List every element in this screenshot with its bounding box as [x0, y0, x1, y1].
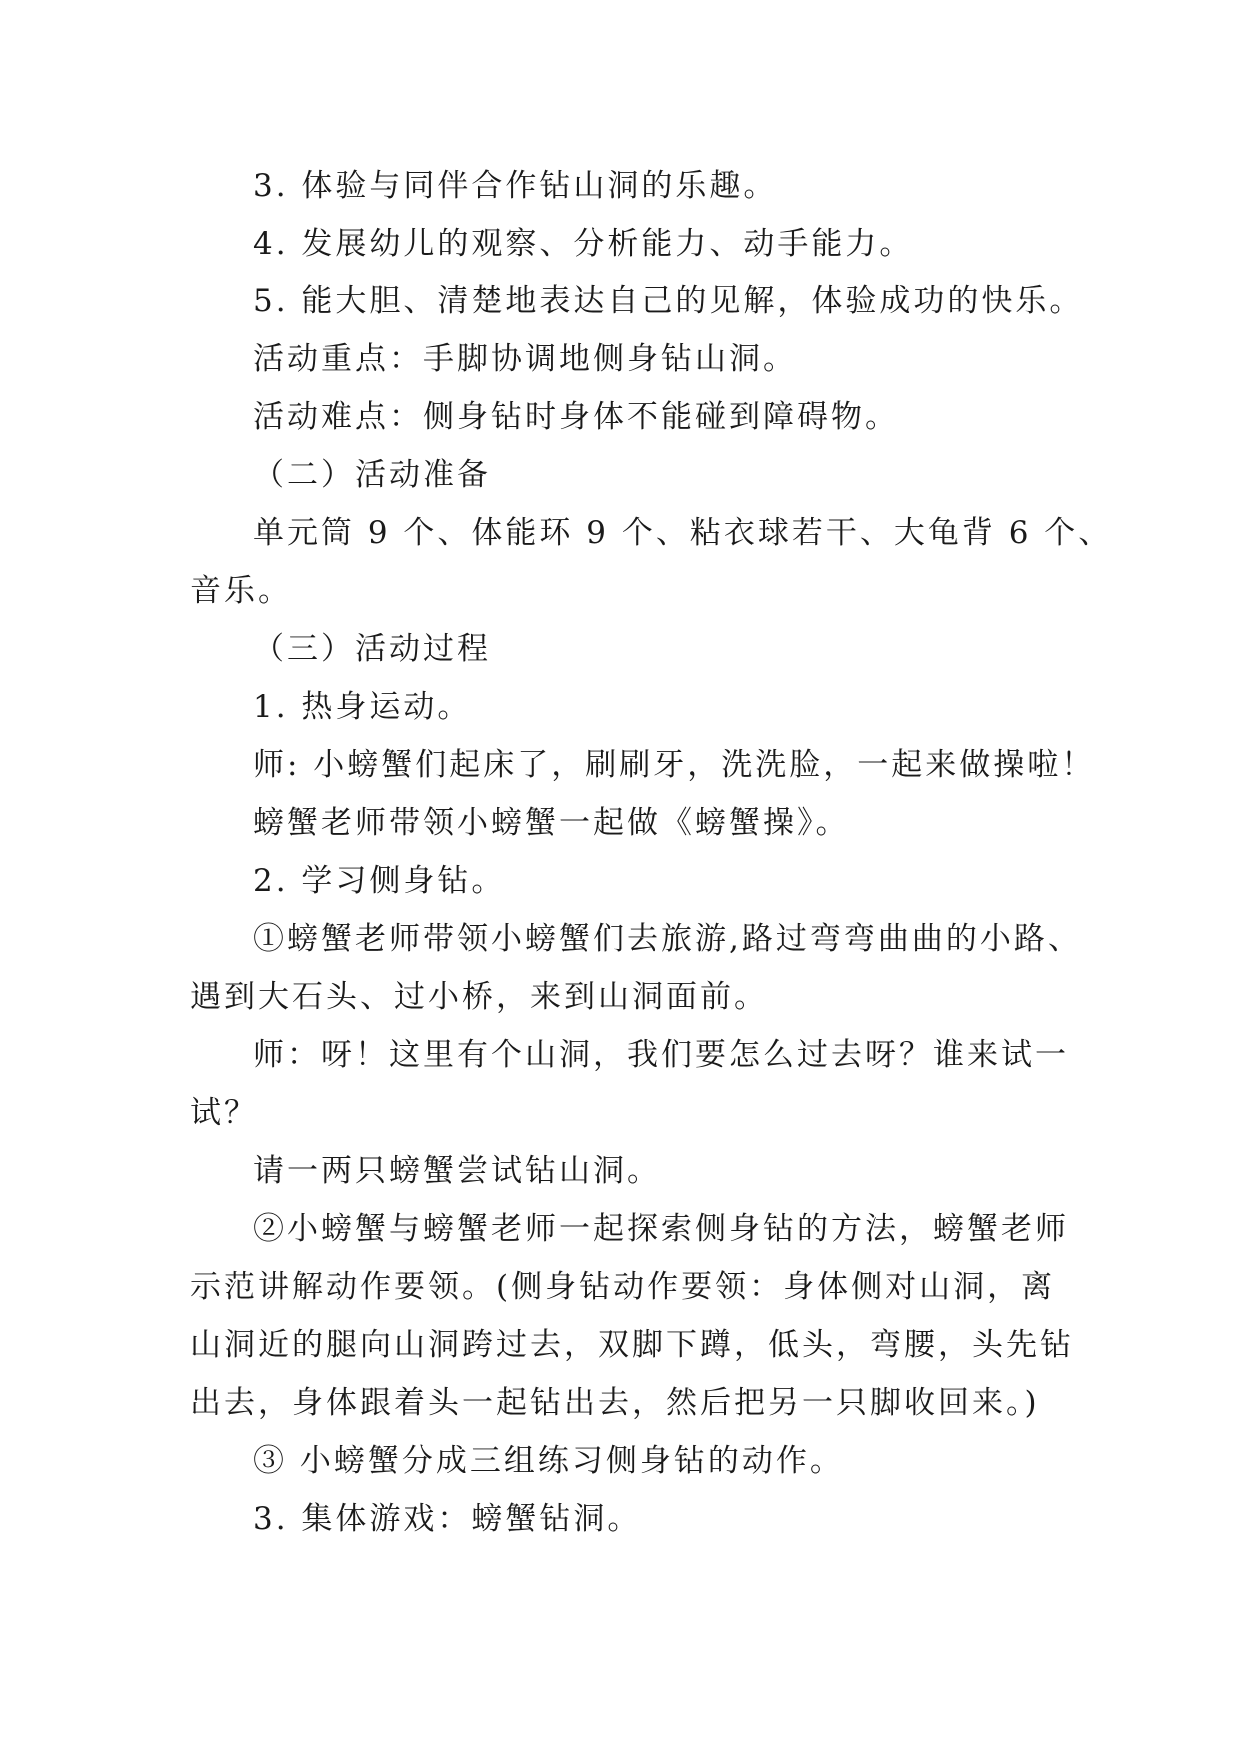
step-2-item-2: ②小螃蟹与螃蟹老师一起探索侧身钻的方法，螃蟹老师 — [253, 1211, 1069, 1247]
goal-5: 5. 能大胆、清楚地表达自己的见解，体验成功的快乐。 — [253, 283, 1084, 319]
step-3-game: 3. 集体游戏：螃蟹钻洞。 — [253, 1501, 642, 1537]
try-cave-line: 请一两只螃蟹尝试钻山洞。 — [253, 1153, 661, 1189]
teacher-line-2-cont: 试？ — [190, 1095, 258, 1131]
step-2-item-1: ①螃蟹老师带领小螃蟹们去旅游,路过弯弯曲曲的小路、 — [253, 921, 1082, 957]
step-2-item-2-cont-2: 山洞近的腿向山洞跨过去，双脚下蹲，低头，弯腰，头先钻 — [190, 1327, 1074, 1363]
crab-exercise: 螃蟹老师带领小螃蟹一起做《螃蟹操》。 — [253, 805, 850, 841]
goal-4: 4. 发展幼儿的观察、分析能力、动手能力。 — [253, 226, 914, 262]
step-2-item-2-cont-1: 示范讲解动作要领。(侧身钻动作要领：身体侧对山洞，离 — [190, 1269, 1056, 1305]
step-2-item-3: ③ 小螃蟹分成三组练习侧身钻的动作。 — [253, 1443, 844, 1479]
activity-key-point: 活动重点：手脚协调地侧身钻山洞。 — [253, 341, 797, 377]
prep-materials: 单元筒 9 个、体能环 9 个、粘衣球若干、大龟背 6 个、 — [253, 515, 1113, 551]
step-2-learn: 2. 学习侧身钻。 — [253, 863, 506, 899]
section-heading-prep: （二）活动准备 — [253, 457, 491, 493]
step-2-item-1-cont: 遇到大石头、过小桥，来到山洞面前。 — [190, 979, 768, 1015]
activity-difficulty: 活动难点：侧身钻时身体不能碰到障碍物。 — [253, 399, 899, 435]
section-heading-process: （三）活动过程 — [253, 631, 491, 667]
step-1-warmup: 1. 热身运动。 — [253, 689, 472, 725]
teacher-line-1: 师: 小螃蟹们起床了，刷刷牙，洗洗脸，一起来做操啦！ — [253, 747, 1096, 783]
teacher-line-2: 师：呀！这里有个山洞，我们要怎么过去呀？谁来试一 — [253, 1037, 1069, 1073]
step-2-item-2-cont-3: 出去，身体跟着头一起钻出去，然后把另一只脚收回来。) — [190, 1385, 1040, 1421]
goal-3: 3. 体验与同伴合作钻山洞的乐趣。 — [253, 168, 778, 204]
prep-materials-cont: 音乐。 — [190, 573, 292, 609]
